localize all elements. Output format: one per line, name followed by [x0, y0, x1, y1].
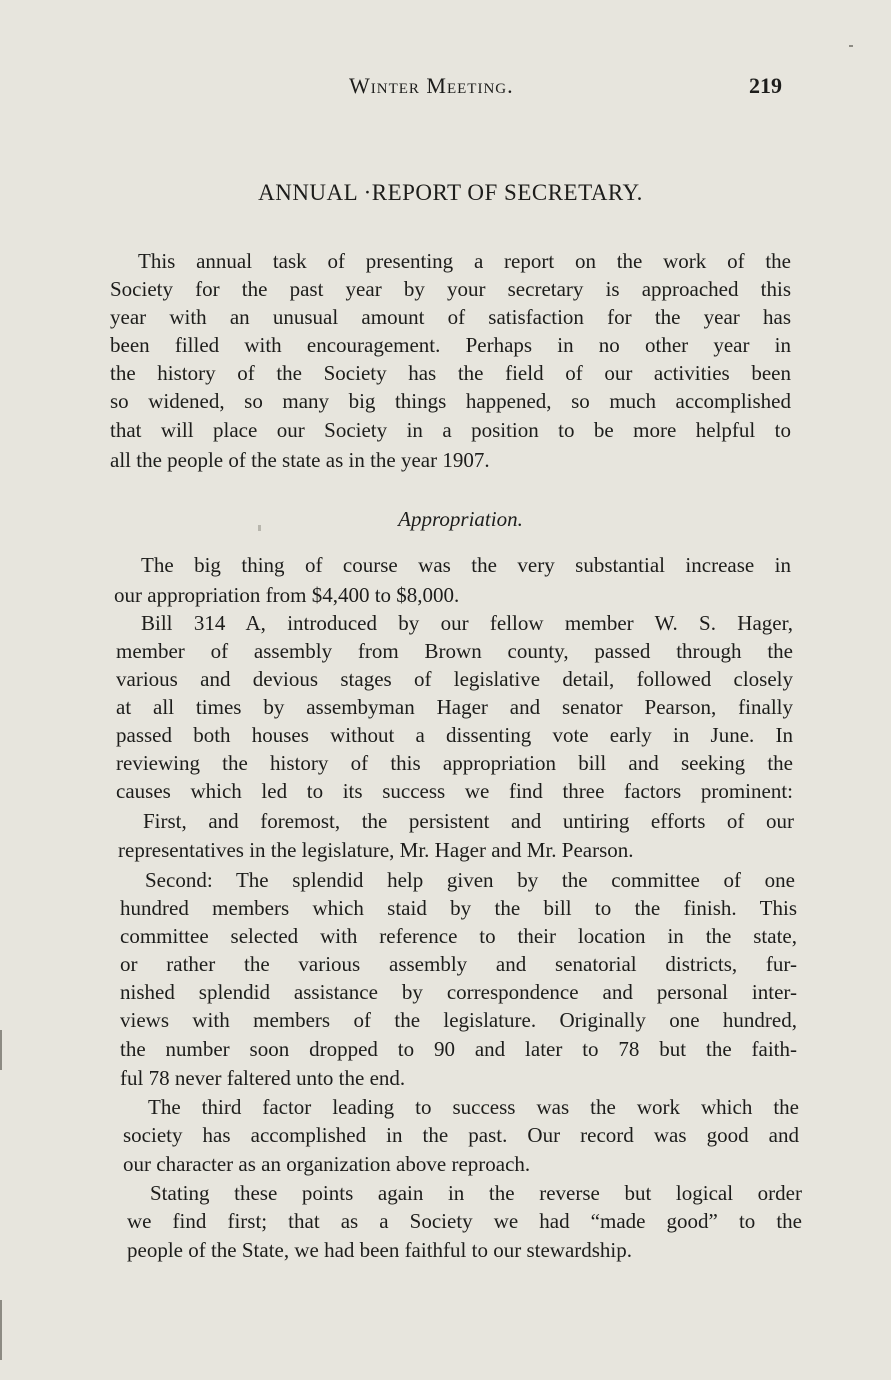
text-line: society has accomplished in the past. Our record was good and — [123, 1123, 799, 1147]
text-line: people of the State, we had been faithful to our stewardship. — [127, 1238, 633, 1262]
scan-edge-mark — [0, 1030, 2, 1070]
text-line: member of assembly from Brown county, passed through the — [116, 639, 793, 663]
running-head — [0, 73, 891, 103]
page-number: 219 — [749, 73, 782, 98]
scan-speck — [849, 45, 853, 47]
running-title: Winter Meeting. — [349, 73, 514, 98]
text-line: First, and foremost, the persistent and untiring efforts of our — [143, 809, 794, 833]
text-line: Society for the past year by your secretary is approached this — [110, 277, 791, 301]
text-line: at all times by assembyman Hager and senator Pearson, finally — [116, 695, 793, 719]
text-line: all the people of the state as in the year 1907. — [110, 448, 490, 472]
text-line: committee selected with reference to their location in the state, — [120, 924, 797, 948]
text-line: our appropriation from $4,400 to $8,000. — [114, 583, 460, 607]
text-line: This annual task of presenting a report on the work of the — [138, 249, 791, 273]
scan-speck — [258, 525, 261, 531]
text-line: ful 78 never faltered unto the end. — [120, 1066, 406, 1090]
text-line: representatives in the legislature, Mr. Hager and Mr. Pearson. — [118, 838, 634, 862]
text-line: been filled with encouragement. Perhaps in no other year in — [110, 333, 791, 357]
section-heading: Appropriation. — [398, 507, 523, 531]
text-line: year with an unusual amount of satisfaction for the year has — [110, 305, 791, 329]
text-line: the number soon dropped to 90 and later to 78 but the faith- — [120, 1037, 797, 1061]
text-line: views with members of the legislature. Originally one hundred, — [120, 1008, 797, 1032]
text-line: our character as an organization above reproach. — [123, 1152, 531, 1176]
text-line: so widened, so many big things happened, so much accomplished — [110, 389, 791, 413]
scan-edge-mark — [0, 1300, 2, 1360]
text-line: Second: The splendid help given by the committee of one — [145, 868, 795, 892]
text-line: Stating these points again in the reverse but logical order — [150, 1181, 802, 1205]
text-line: the history of the Society has the field of our activities been — [110, 361, 791, 385]
text-line: The third factor leading to success was the work which the — [148, 1095, 799, 1119]
report-title: ANNUAL ·REPORT OF SECRETARY. — [258, 180, 643, 205]
text-line: or rather the various assembly and senatorial districts, fur- — [120, 952, 797, 976]
text-line: causes which led to its success we find three factors prominent: — [116, 779, 793, 803]
text-line: hundred members which staid by the bill to the finish. This — [120, 896, 797, 920]
text-line: nished splendid assistance by correspondence and personal inter- — [120, 980, 797, 1004]
text-line: passed both houses without a dissenting vote early in June. In — [116, 723, 793, 747]
text-line: that will place our Society in a position to be more helpful to — [110, 418, 791, 442]
text-line: The big thing of course was the very substantial increase in — [141, 553, 791, 577]
text-line: various and devious stages of legislative detail, followed closely — [116, 667, 793, 691]
text-line: we find first; that as a Society we had “made good” to the — [127, 1209, 802, 1233]
text-line: reviewing the history of this appropriation bill and seeking the — [116, 751, 793, 775]
text-line: Bill 314 A, introduced by our fellow member W. S. Hager, — [141, 611, 793, 635]
